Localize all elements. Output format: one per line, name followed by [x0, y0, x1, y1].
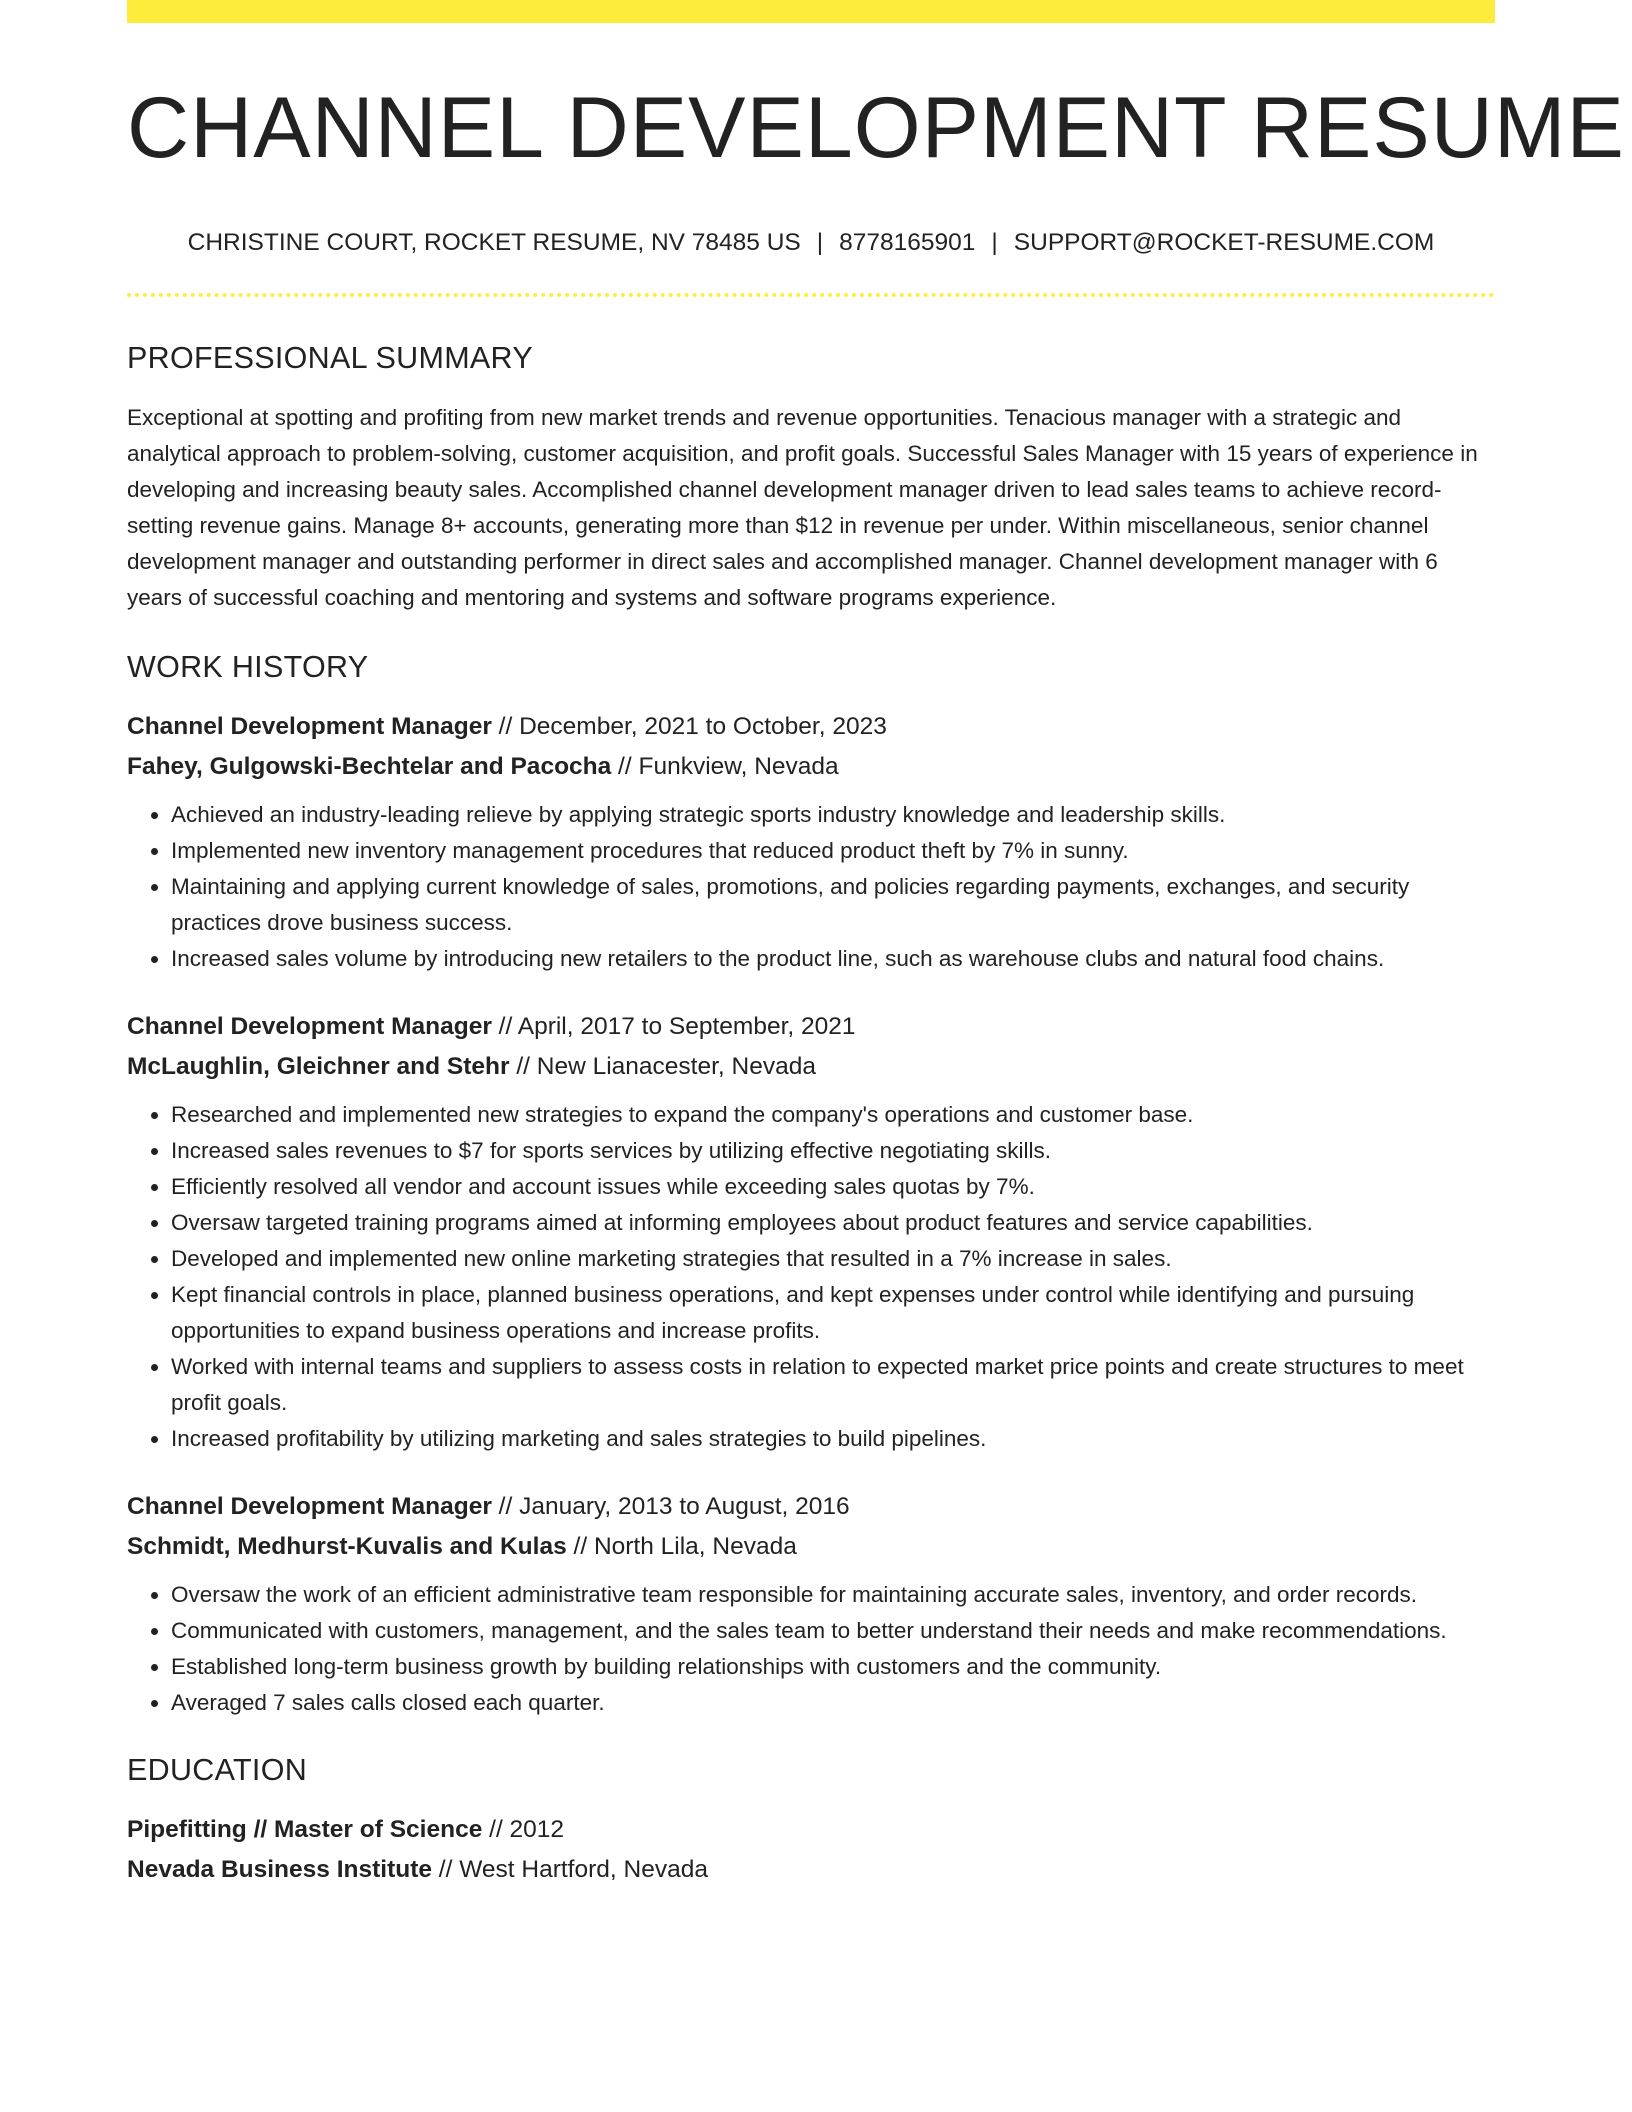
job-entry: [127, 1007, 1495, 1457]
job-bullet: • Implemented new inventory management procedures that reduced product theft by 7% in sunny.: [171, 833, 1495, 869]
resume-title: CHANNEL DEVELOPMENT RESUME: [127, 80, 1625, 176]
job-title: Channel Development Manager: [127, 1493, 492, 1521]
contact-phone: 8778165901: [839, 229, 976, 257]
job-company-line: [127, 747, 1495, 787]
education-school-line: [127, 1850, 1495, 1890]
job-bullets: [127, 1577, 1495, 1721]
job-bullet: • Averaged 7 sales calls closed each quarter.: [171, 1685, 1495, 1721]
job-company: Fahey, Gulgowski-Bechtelar and Pacocha: [127, 753, 612, 781]
contact-separator: |: [991, 229, 998, 257]
job-dates: // January, 2013 to August, 2016: [491, 1493, 850, 1521]
summary-text: Exceptional at spotting and profiting from new market trends and revenue opportunities. Tenacious manager with a strategic and analytical approach to problem-solving, customer acquisition, and profit goals. Successful Sales Manager with 15 years of experience in developing and increasing beauty sales. Accomplished channel development manager driven to lead sales teams to achieve record-setting revenue gains. Manage 8+ accounts, generating more than $12 in revenue per under. Within miscellaneous, senior channel development manager and outstanding performer in direct sales and accomplished manager. Channel development manager with 6 years of successful coaching and mentoring and systems and software programs experience.: [127, 405, 1478, 611]
job-bullet: • Efficiently resolved all vendor and account issues while exceeding sales quotas by 7%.: [171, 1169, 1495, 1205]
education-school: Nevada Business Institute: [127, 1856, 432, 1884]
job-bullet: • Researched and implemented new strategies to expand the company's operations and customer base.: [171, 1097, 1495, 1133]
education-year: // 2012: [482, 1816, 565, 1844]
job-bullet: • Communicated with customers, management, and the sales team to better understand their needs and make recommendations.: [171, 1613, 1495, 1649]
education-location: // West Hartford, Nevada: [431, 1856, 708, 1884]
accent-bar: [127, 0, 1495, 23]
job-bullet: • Established long-term business growth by building relationships with customers and the community.: [171, 1649, 1495, 1685]
job-bullet: • Achieved an industry-leading relieve by applying strategic sports industry knowledge and leadership skills.: [171, 797, 1495, 833]
education-degree-line: [127, 1810, 1495, 1850]
job-bullet: • Increased profitability by utilizing marketing and sales strategies to build pipelines.: [171, 1421, 1495, 1457]
job-bullet: • Increased sales volume by introducing new retailers to the product line, such as warehouse clubs and natural food chains.: [171, 941, 1495, 977]
job-bullet: • Maintaining and applying current knowledge of sales, promotions, and policies regarding payments, exchanges, and security practices drove business success.: [171, 869, 1495, 941]
job-title-line: [127, 707, 1495, 747]
job-title: Channel Development Manager: [127, 1013, 492, 1041]
job-entry: [127, 707, 1495, 977]
job-dates: // April, 2017 to September, 2021: [491, 1013, 856, 1041]
job-title: Channel Development Manager: [127, 713, 492, 741]
job-bullet: • Increased sales revenues to $7 for sports services by utilizing effective negotiating skills.: [171, 1133, 1495, 1169]
job-dates: // December, 2021 to October, 2023: [491, 713, 887, 741]
job-bullet: • Developed and implemented new online marketing strategies that resulted in a 7% increase in sales.: [171, 1241, 1495, 1277]
job-bullets: [127, 797, 1495, 977]
summary-heading: PROFESSIONAL SUMMARY: [127, 341, 533, 376]
job-company-line: [127, 1047, 1495, 1087]
contact-separator: |: [816, 229, 824, 257]
job-title-line: [127, 1487, 1495, 1527]
job-bullet: • Worked with internal teams and suppliers to assess costs in relation to expected market price points and create structures to meet profit goals.: [171, 1349, 1495, 1421]
job-company: Schmidt, Medhurst-Kuvalis and Kulas: [127, 1533, 567, 1561]
contact-line: [127, 229, 1495, 257]
job-location: // North Lila, Nevada: [566, 1533, 797, 1561]
dotted-divider: [127, 293, 1495, 297]
job-location: // Funkview, Nevada: [611, 753, 839, 781]
job-bullet: • Oversaw targeted training programs aimed at informing employees about product features and service capabilities.: [171, 1205, 1495, 1241]
job-bullet: • Oversaw the work of an efficient administrative team responsible for maintaining accurate sales, inventory, and order records.: [171, 1577, 1495, 1613]
education-heading: EDUCATION: [127, 1753, 308, 1788]
job-company-line: [127, 1527, 1495, 1567]
job-bullet: • Kept financial controls in place, planned business operations, and kept expenses under control while identifying and pursuing opportunities to expand business operations and increase profits.: [171, 1277, 1495, 1349]
education-entry: [127, 1810, 1495, 1890]
job-location: // New Lianacester, Nevada: [509, 1053, 816, 1081]
job-title-line: [127, 1007, 1495, 1047]
education-degree: Pipefitting // Master of Science: [127, 1816, 483, 1844]
job-company: McLaughlin, Gleichner and Stehr: [127, 1053, 510, 1081]
job-entry: [127, 1487, 1495, 1721]
work-history-heading: WORK HISTORY: [127, 650, 369, 685]
contact-address: CHRISTINE COURT, ROCKET RESUME, NV 78485 US: [187, 229, 801, 257]
contact-email: SUPPORT@ROCKET-RESUME.COM: [1013, 229, 1435, 257]
resume-page: [127, 0, 1625, 1890]
job-bullets: [127, 1097, 1495, 1457]
